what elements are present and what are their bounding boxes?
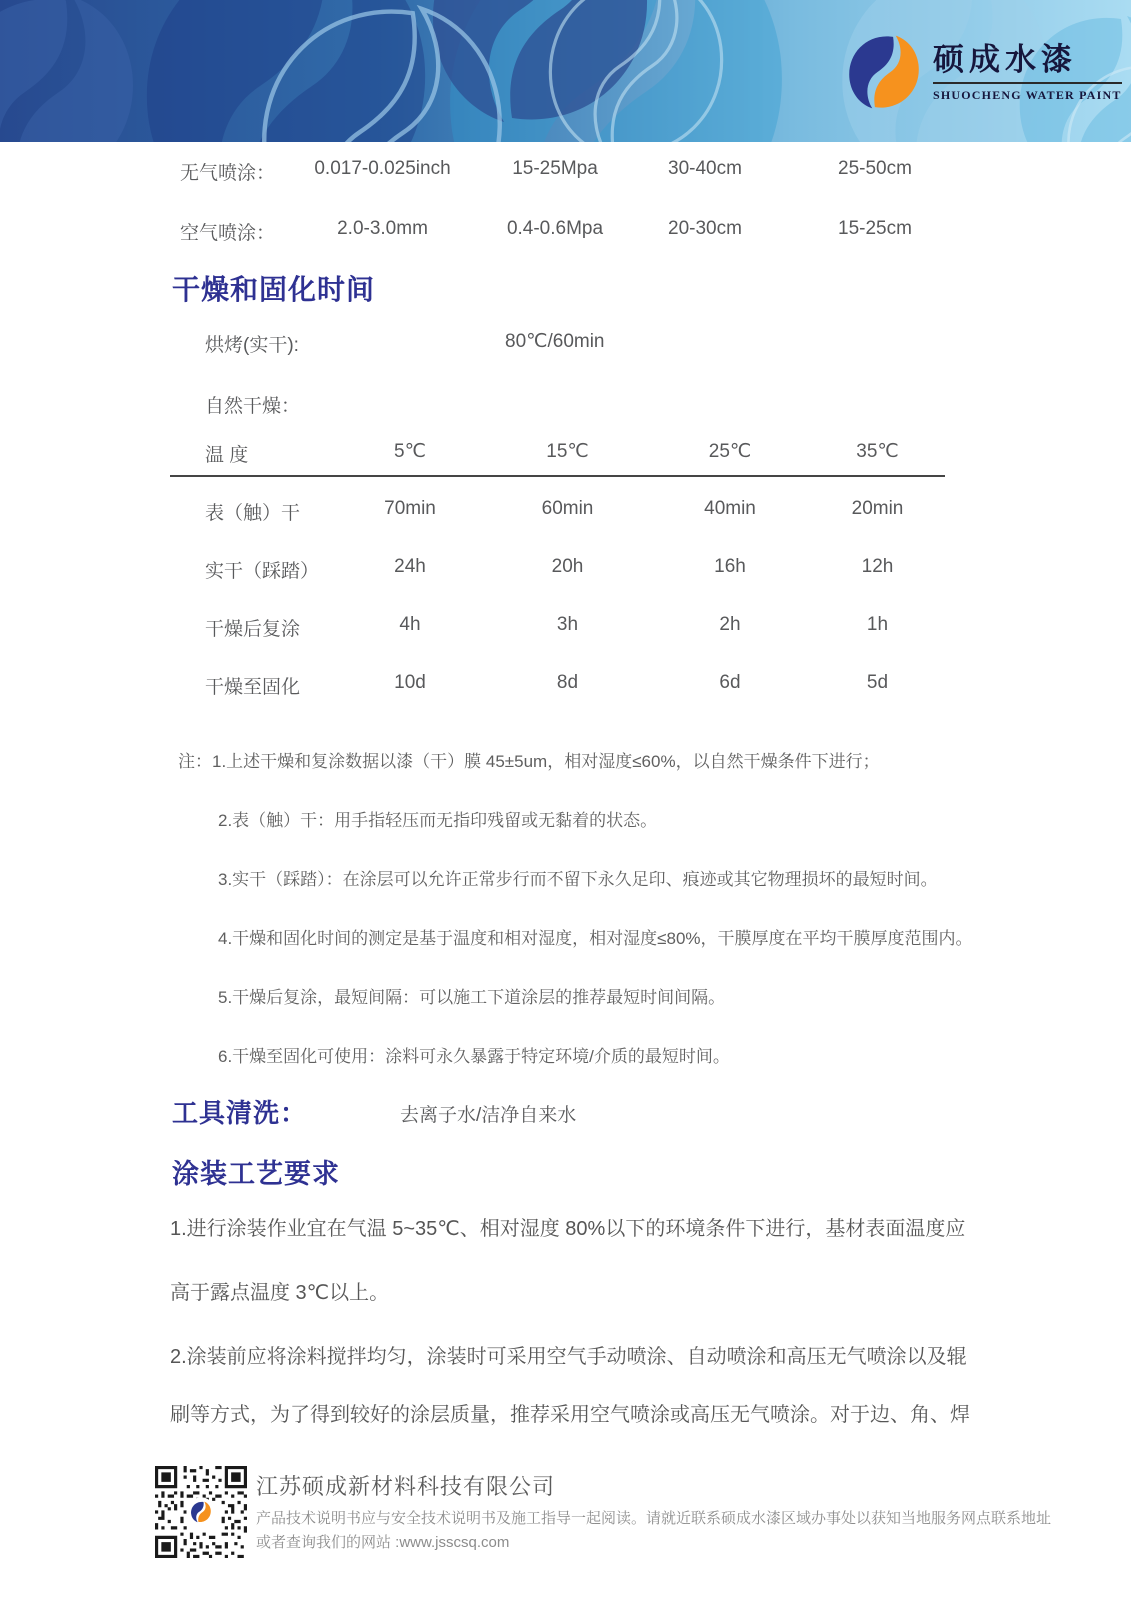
section-title-tool-cleaning: 工具清洗： [172,1098,308,1128]
spray-value: 0.017-0.025inch [314,158,451,179]
cell: 40min [704,498,756,519]
spray-value: 30-40cm [668,158,742,179]
spray-row-label: 空气喷涂： [180,223,276,244]
brand-name-cn: 硕成水漆 [933,42,1122,84]
cell: 20h [551,556,584,577]
spray-value: 20-30cm [668,218,742,239]
cell: 20min [851,498,904,519]
section-title-process: 涂装工艺要求 [172,1159,340,1189]
qr-code-image [155,1466,247,1558]
brand-logo [845,26,1122,118]
footer-company-name: 江苏硕成新材料科技有限公司 [256,1474,556,1499]
bake-value: 80℃/60min [505,331,605,352]
cell: 8d [556,672,579,693]
table-row-hard-dry [170,556,945,583]
note-5: 5.干燥后复涂，最短间隔：可以施工下道涂层的推荐最短时间间隔。 [218,988,726,1007]
logo-swirl-icon [845,33,923,111]
cell: 1h [866,614,889,635]
header-cell: 35℃ [856,441,899,462]
row-label: 干燥至固化 [205,677,301,698]
cell: 12h [861,556,894,577]
header-cell: 25℃ [708,441,752,462]
spray-value: 25-50cm [838,158,912,179]
spray-value: 0.4-0.6Mpa [506,218,604,239]
row-label: 表（触）干 [205,503,301,524]
cell: 4h [399,614,421,635]
process-line-2: 高于露点温度 3℃以上。 [170,1282,390,1304]
process-line-4: 刷等方式，为了得到较好的涂层质量，推荐采用空气喷涂或高压无气喷涂。对于边、角、焊 [170,1404,970,1426]
qr-code [155,1466,247,1563]
natural-dry-label: 自然干燥： [205,396,301,417]
drying-table-header [170,440,945,477]
cell: 24h [394,556,426,577]
bake-label: 烘烤(实干): [205,335,299,356]
note-3: 3.实干（踩踏）：在涂层可以允许正常步行而不留下永久足印、痕迹或其它物理损坏的最短时间。 [218,870,938,889]
note-4: 4.干燥和固化时间的测定是基于温度和相对湿度，相对湿度≤80%，干膜厚度在平均干膜厚度范围内。 [218,929,973,948]
table-row-recoat [170,614,945,641]
section-title-drying: 干燥和固化时间 [172,274,376,305]
cell: 70min [384,498,436,519]
header-cell: 5℃ [394,441,426,462]
spray-row-air [140,218,975,248]
header-cell: 15℃ [546,441,589,462]
spray-value: 15-25cm [838,218,912,239]
cell: 5d [866,672,889,693]
cell: 3h [556,614,579,635]
spray-value: 15-25Mpa [512,158,598,179]
table-row-full-cure [170,672,945,699]
tool-cleaning-value: 去离子水/洁净自来水 [400,1105,577,1126]
process-line-1: 1.进行涂装作业宜在气温 5~35℃、相对湿度 80%以下的环境条件下进行，基材表面温度应 [170,1218,966,1240]
table-row-touch-dry [170,498,945,525]
header-cell-temperature: 温 度 [205,445,249,466]
brand-name-en: SHUOCHENG WATER PAINT [933,87,1122,102]
footer-note-line-2: 或者查询我们的网站 :www.jsscsq.com [256,1534,510,1551]
spray-row-label: 无气喷涂： [180,163,276,184]
row-label: 实干（踩踏） [205,561,320,582]
cell: 10d [394,672,426,693]
note-2: 2.表（触）干：用手指轻压而无指印残留或无黏着的状态。 [218,811,658,830]
process-line-3: 2.涂装前应将涂料搅拌均匀，涂装时可采用空气手动喷涂、自动喷涂和高压无气喷涂以及辊 [170,1346,967,1368]
footer-note-line-1: 产品技术说明书应与安全技术说明书及施工指导一起阅读。请就近联系硕成水漆区域办事处以获知当地服务网点联系地址 [256,1510,1052,1527]
cell: 6d [719,672,741,693]
spray-value: 2.0-3.0mm [337,218,428,239]
row-label: 干燥后复涂 [205,619,301,640]
cell: 16h [714,556,746,577]
cell: 2h [719,614,741,635]
cell: 60min [541,498,594,519]
spray-row-airless [140,158,975,188]
note-6: 6.干燥至固化可使用：涂料可永久暴露于特定环境/介质的最短时间。 [218,1047,730,1066]
note-1: 注：1.上述干燥和复涂数据以漆（干）膜 45±5um，相对湿度≤60%，以自然干燥条件下进行； [178,752,880,771]
